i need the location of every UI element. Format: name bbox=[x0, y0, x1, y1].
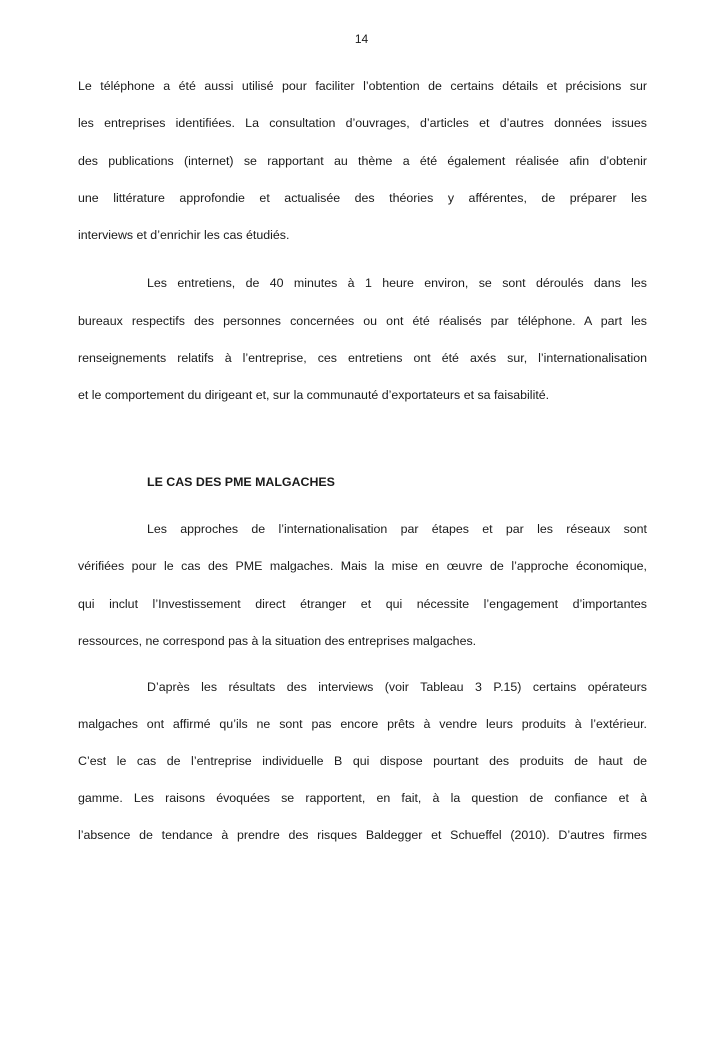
paragraph-3-line-2: vérifiées pour le cas des PME malgaches. Mais la mise en œuvre de l’approche économique, bbox=[78, 559, 647, 573]
paragraph-2-line-2: bureaux respectifs des personnes concernées ou ont été réalisés par téléphone. A part les bbox=[78, 314, 647, 328]
paragraph-1-line-3: des publications (internet) se rapportant au thème a été également réalisée afin d’obtenir bbox=[78, 154, 647, 168]
paragraph-2-line-3: renseignements relatifs à l’entreprise, ces entretiens ont été axés sur, l’internationalisation bbox=[78, 351, 647, 365]
section-heading: LE CAS DES PME MALGACHES bbox=[147, 475, 335, 489]
paragraph-1-line-2: les entreprises identifiées. La consultation d’ouvrages, d’articles et d’autres données issues bbox=[78, 116, 647, 130]
paragraph-2-line-4: et le comportement du dirigeant et, sur la communauté d’exportateurs et sa faisabilité. bbox=[78, 388, 550, 402]
paragraph-4-line-3: C’est le cas de l’entreprise individuelle B qui dispose pourtant des produits de haut de bbox=[78, 754, 647, 768]
paragraph-4-line-1: D’après les résultats des interviews (voir Tableau 3 P.15) certains opérateurs bbox=[147, 680, 647, 694]
paragraph-3-line-1: Les approches de l’internationalisation par étapes et par les réseaux sont bbox=[147, 522, 647, 536]
paragraph-1-line-4: une littérature approfondie et actualisée des théories y afférentes, de préparer les bbox=[78, 191, 647, 205]
paragraph-4-line-5: l’absence de tendance à prendre des risques Baldegger et Schueffel (2010). D’autres firmes bbox=[78, 828, 647, 842]
page-number: 14 bbox=[354, 32, 369, 46]
paragraph-3-line-3: qui inclut l’Investissement direct étranger et qui nécessite l’engagement d’importantes bbox=[78, 597, 647, 611]
paragraph-4-line-4: gamme. Les raisons évoquées se rapportent, en fait, à la question de confiance et à bbox=[78, 791, 647, 805]
paragraph-4-line-2: malgaches ont affirmé qu’ils ne sont pas encore prêts à vendre leurs produits à l’extérieur. bbox=[78, 717, 647, 731]
paragraph-1-line-5: interviews et d’enrichir les cas étudiés. bbox=[78, 228, 290, 242]
paragraph-2-line-1: Les entretiens, de 40 minutes à 1 heure environ, se sont déroulés dans les bbox=[147, 276, 647, 290]
paragraph-1-line-1: Le téléphone a été aussi utilisé pour faciliter l’obtention de certains détails et précisions sur bbox=[78, 79, 647, 93]
paragraph-3-line-4: ressources, ne correspond pas à la situation des entreprises malgaches. bbox=[78, 634, 477, 648]
